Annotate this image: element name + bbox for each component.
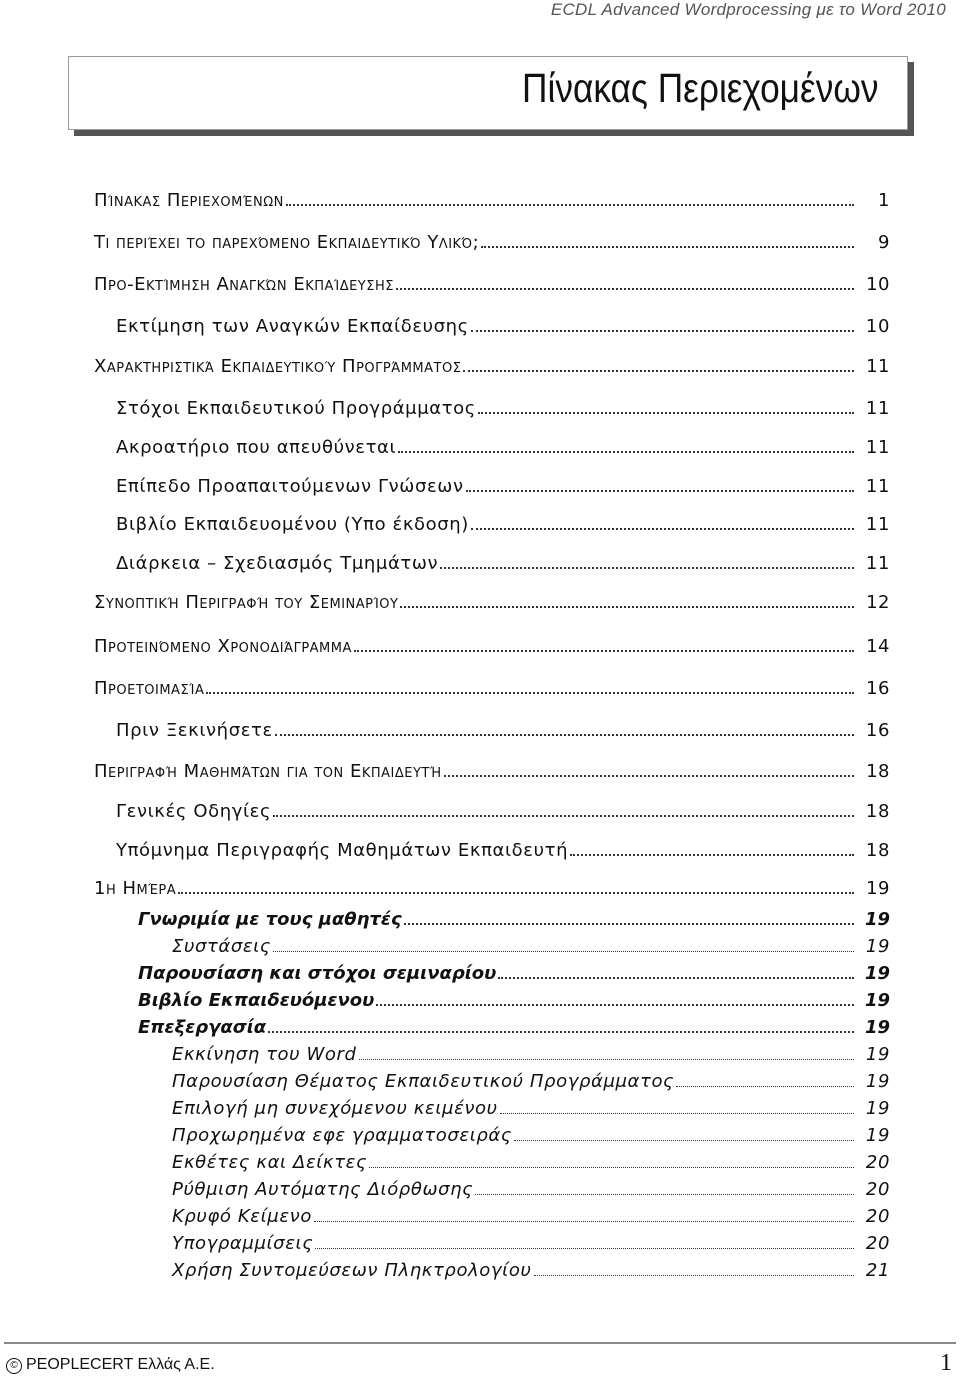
toc-entry-page: 1 (878, 190, 890, 211)
toc-dot-leader (358, 1044, 856, 1065)
toc-entry[interactable] (116, 437, 890, 458)
toc-entry-label: Διάρκεια – Σχεδιασμός Τμημάτων (116, 553, 439, 574)
toc-entry-label: Παρουσίαση Θέματος Εκπαιδευτικού Προγράμματος (172, 1071, 675, 1092)
toc-entry[interactable] (116, 514, 890, 535)
footer-company: PEOPLECERT Ελλάς Α.Ε. (26, 1356, 215, 1373)
toc-entry-label: Υπόμνημα Περιγραφής Μαθημάτων Εκπαιδευτή (116, 840, 569, 861)
toc-entry-page: 12 (866, 592, 890, 613)
toc-entry-page: 11 (865, 398, 890, 419)
toc-entry-page: 11 (866, 356, 890, 377)
toc-entry-label: Εκθέτες και Δείκτες (172, 1152, 368, 1173)
toc-dot-leader (533, 1260, 857, 1281)
toc-entry-label: Χαρακτηριστικά Εκπαιδευτικού Προγράμματος (94, 356, 462, 377)
toc-dot-leader (353, 636, 856, 657)
toc-entry[interactable] (94, 761, 890, 782)
toc-dot-leader (399, 592, 856, 613)
toc-entry-page: 11 (865, 553, 890, 574)
toc-entry[interactable] (138, 909, 890, 930)
toc-entry[interactable] (172, 1206, 890, 1227)
toc-entry-page: 11 (865, 514, 890, 535)
toc-entry-label: Βιβλίο Εκπαιδευομένου (Υπο έκδοση) (116, 514, 469, 535)
toc-entry-label: Εκτίμηση των Αναγκών Εκπαίδευσης (116, 316, 469, 337)
toc-entry-page: 19 (866, 878, 890, 899)
toc-dot-leader (499, 1098, 856, 1119)
toc-entry-label: Προετοιμασία (94, 678, 205, 699)
footer-page-number: 1 (940, 1350, 952, 1376)
toc-entry-page: 10 (865, 316, 890, 337)
copyright-icon: © (6, 1358, 22, 1374)
toc-entry-page: 18 (865, 840, 890, 861)
toc-dot-leader (497, 963, 856, 984)
footer-copyright (6, 1356, 215, 1374)
toc-dot-leader (470, 514, 856, 535)
toc-entry[interactable] (116, 553, 890, 574)
toc-entry[interactable] (172, 1071, 890, 1092)
toc-entry[interactable] (138, 990, 890, 1011)
toc-entry-label: Τι περιέχει το παρεχόμενο Εκπαιδευτικό Υλικό; (94, 232, 480, 253)
toc-entry-label: Περιγραφή Μαθημάτων για τον Εκπαιδευτή (94, 761, 442, 782)
toc-entry-label: Ακροατήριο που απευθύνεται (116, 437, 397, 458)
toc-dot-leader (465, 476, 856, 497)
toc-dot-leader (313, 1206, 856, 1227)
toc-entry-page: 11 (865, 437, 890, 458)
page-title: Πίνακας Περιεχομένων (522, 65, 879, 111)
toc-entry-label: Γενικές Οδηγίες (116, 801, 272, 822)
toc-dot-leader (474, 1179, 856, 1200)
toc-entry[interactable] (116, 720, 890, 741)
toc-entry-page: 19 (864, 963, 890, 984)
toc-entry-label: Προτεινόμενο Χρονοδιάγραμμα (94, 636, 352, 657)
toc-entry-page: 20 (865, 1152, 890, 1173)
toc-entry[interactable] (94, 232, 890, 253)
toc-dot-leader (177, 878, 856, 899)
toc-dot-leader (397, 437, 856, 458)
toc-entry[interactable] (172, 1044, 890, 1065)
toc-entry[interactable] (94, 190, 890, 211)
toc-dot-leader (205, 678, 856, 699)
toc-dot-leader (375, 990, 856, 1011)
toc-entry-page: 19 (865, 936, 890, 957)
toc-dot-leader (314, 1233, 856, 1254)
toc-dot-leader (272, 801, 856, 822)
toc-entry-label: Συνοπτική Περιγραφή του Σεμιναρίου (94, 592, 399, 613)
toc-entry-label: Επεξεργασία (138, 1017, 267, 1038)
toc-entry-label: Κρυφό Κείμενο (172, 1206, 312, 1227)
toc-entry[interactable] (94, 636, 890, 657)
toc-dot-leader (403, 909, 856, 930)
toc-dot-leader (462, 356, 856, 377)
toc-entry[interactable] (94, 592, 890, 613)
toc-entry[interactable] (172, 1152, 890, 1173)
toc-entry[interactable] (94, 356, 890, 377)
toc-dot-leader (439, 553, 856, 574)
toc-dot-leader (274, 720, 856, 741)
toc-entry[interactable] (116, 316, 890, 337)
toc-dot-leader (285, 190, 856, 211)
toc-entry-page: 19 (865, 1071, 890, 1092)
toc-entry-page: 20 (865, 1233, 890, 1254)
toc-entry-page: 19 (864, 990, 890, 1011)
toc-entry-page: 21 (865, 1260, 890, 1281)
toc-entry-page: 18 (865, 801, 890, 822)
toc-entry[interactable] (116, 840, 890, 861)
toc-entry[interactable] (94, 878, 890, 899)
toc-entry-label: Επίπεδο Προαπαιτούμενων Γνώσεων (116, 476, 464, 497)
toc-entry[interactable] (116, 801, 890, 822)
toc-dot-leader (675, 1071, 856, 1092)
toc-dot-leader (569, 840, 856, 861)
toc-dot-leader (395, 274, 856, 295)
toc-entry[interactable] (138, 963, 890, 984)
toc-entry[interactable] (172, 1233, 890, 1254)
toc-dot-leader (477, 398, 856, 419)
toc-entry-page: 10 (866, 274, 890, 295)
toc-entry-label: Ρύθμιση Αυτόματης Διόρθωσης (172, 1179, 474, 1200)
toc-dot-leader (480, 232, 856, 253)
toc-entry[interactable] (94, 274, 890, 295)
toc-entry[interactable] (138, 1017, 890, 1038)
toc-entry-label: Επιλογή μη συνεχόμενου κειμένου (172, 1098, 498, 1119)
toc-entry-label: Συστάσεις (172, 936, 272, 957)
toc-entry-label: Πριν Ξεκινήσετε (116, 720, 273, 741)
toc-entry-label: 1η Ημέρα (94, 878, 177, 899)
toc-dot-leader (368, 1152, 856, 1173)
toc-entry-page: 19 (864, 1017, 890, 1038)
toc-entry-page: 16 (866, 678, 890, 699)
toc-entry[interactable] (116, 398, 890, 419)
toc-entry-label: Γνωριμία με τους μαθητές (138, 909, 402, 930)
toc-entry-label: Βιβλίο Εκπαιδευόμενου (138, 990, 375, 1011)
toc-dot-leader (470, 316, 856, 337)
toc-entry[interactable] (172, 1179, 890, 1200)
toc-entry-page: 14 (866, 636, 890, 657)
toc-entry-page: 9 (878, 232, 890, 253)
toc-entry-page: 19 (865, 1098, 890, 1119)
toc-dot-leader (267, 1017, 856, 1038)
toc-entry-page: 19 (864, 909, 890, 930)
toc-entry-label: Προχωρημένα εφε γραμματοσειράς (172, 1125, 513, 1146)
toc-entry-page: 20 (865, 1206, 890, 1227)
toc-entry-page: 18 (866, 761, 890, 782)
toc-entry-label: Προ-Εκτίμηση Αναγκών Εκπαίδευσης (94, 274, 394, 295)
toc-entry[interactable] (172, 1098, 890, 1119)
toc-entry-page: 16 (865, 720, 890, 741)
toc-entry-page: 11 (865, 476, 890, 497)
toc-entry-page: 19 (865, 1044, 890, 1065)
toc-entry-label: Παρουσίαση και στόχοι σεμιναρίου (138, 963, 497, 984)
toc-entry-label: Εκκίνηση του Word (172, 1044, 357, 1065)
footer-divider (4, 1342, 956, 1344)
toc-entry-page: 20 (865, 1179, 890, 1200)
toc-entry[interactable] (172, 1260, 890, 1281)
toc-entry-page: 19 (865, 1125, 890, 1146)
toc-entry[interactable] (116, 476, 890, 497)
toc-entry-label: Υπογραμμίσεις (172, 1233, 314, 1254)
toc-entry-label: Χρήση Συντομεύσεων Πληκτρολογίου (172, 1260, 532, 1281)
toc-entry-label: Στόχοι Εκπαιδευτικού Προγράμματος (116, 398, 476, 419)
toc-entry[interactable] (172, 936, 890, 957)
toc-entry[interactable] (172, 1125, 890, 1146)
toc-dot-leader (272, 936, 856, 957)
toc-entry-label: Πίνακας Περιεχομένων (94, 190, 284, 211)
toc-dot-leader (513, 1125, 856, 1146)
toc-dot-leader (443, 761, 856, 782)
toc-entry[interactable] (94, 678, 890, 699)
running-header: ECDL Advanced Wordprocessing με το Word 2010 (550, 0, 946, 19)
